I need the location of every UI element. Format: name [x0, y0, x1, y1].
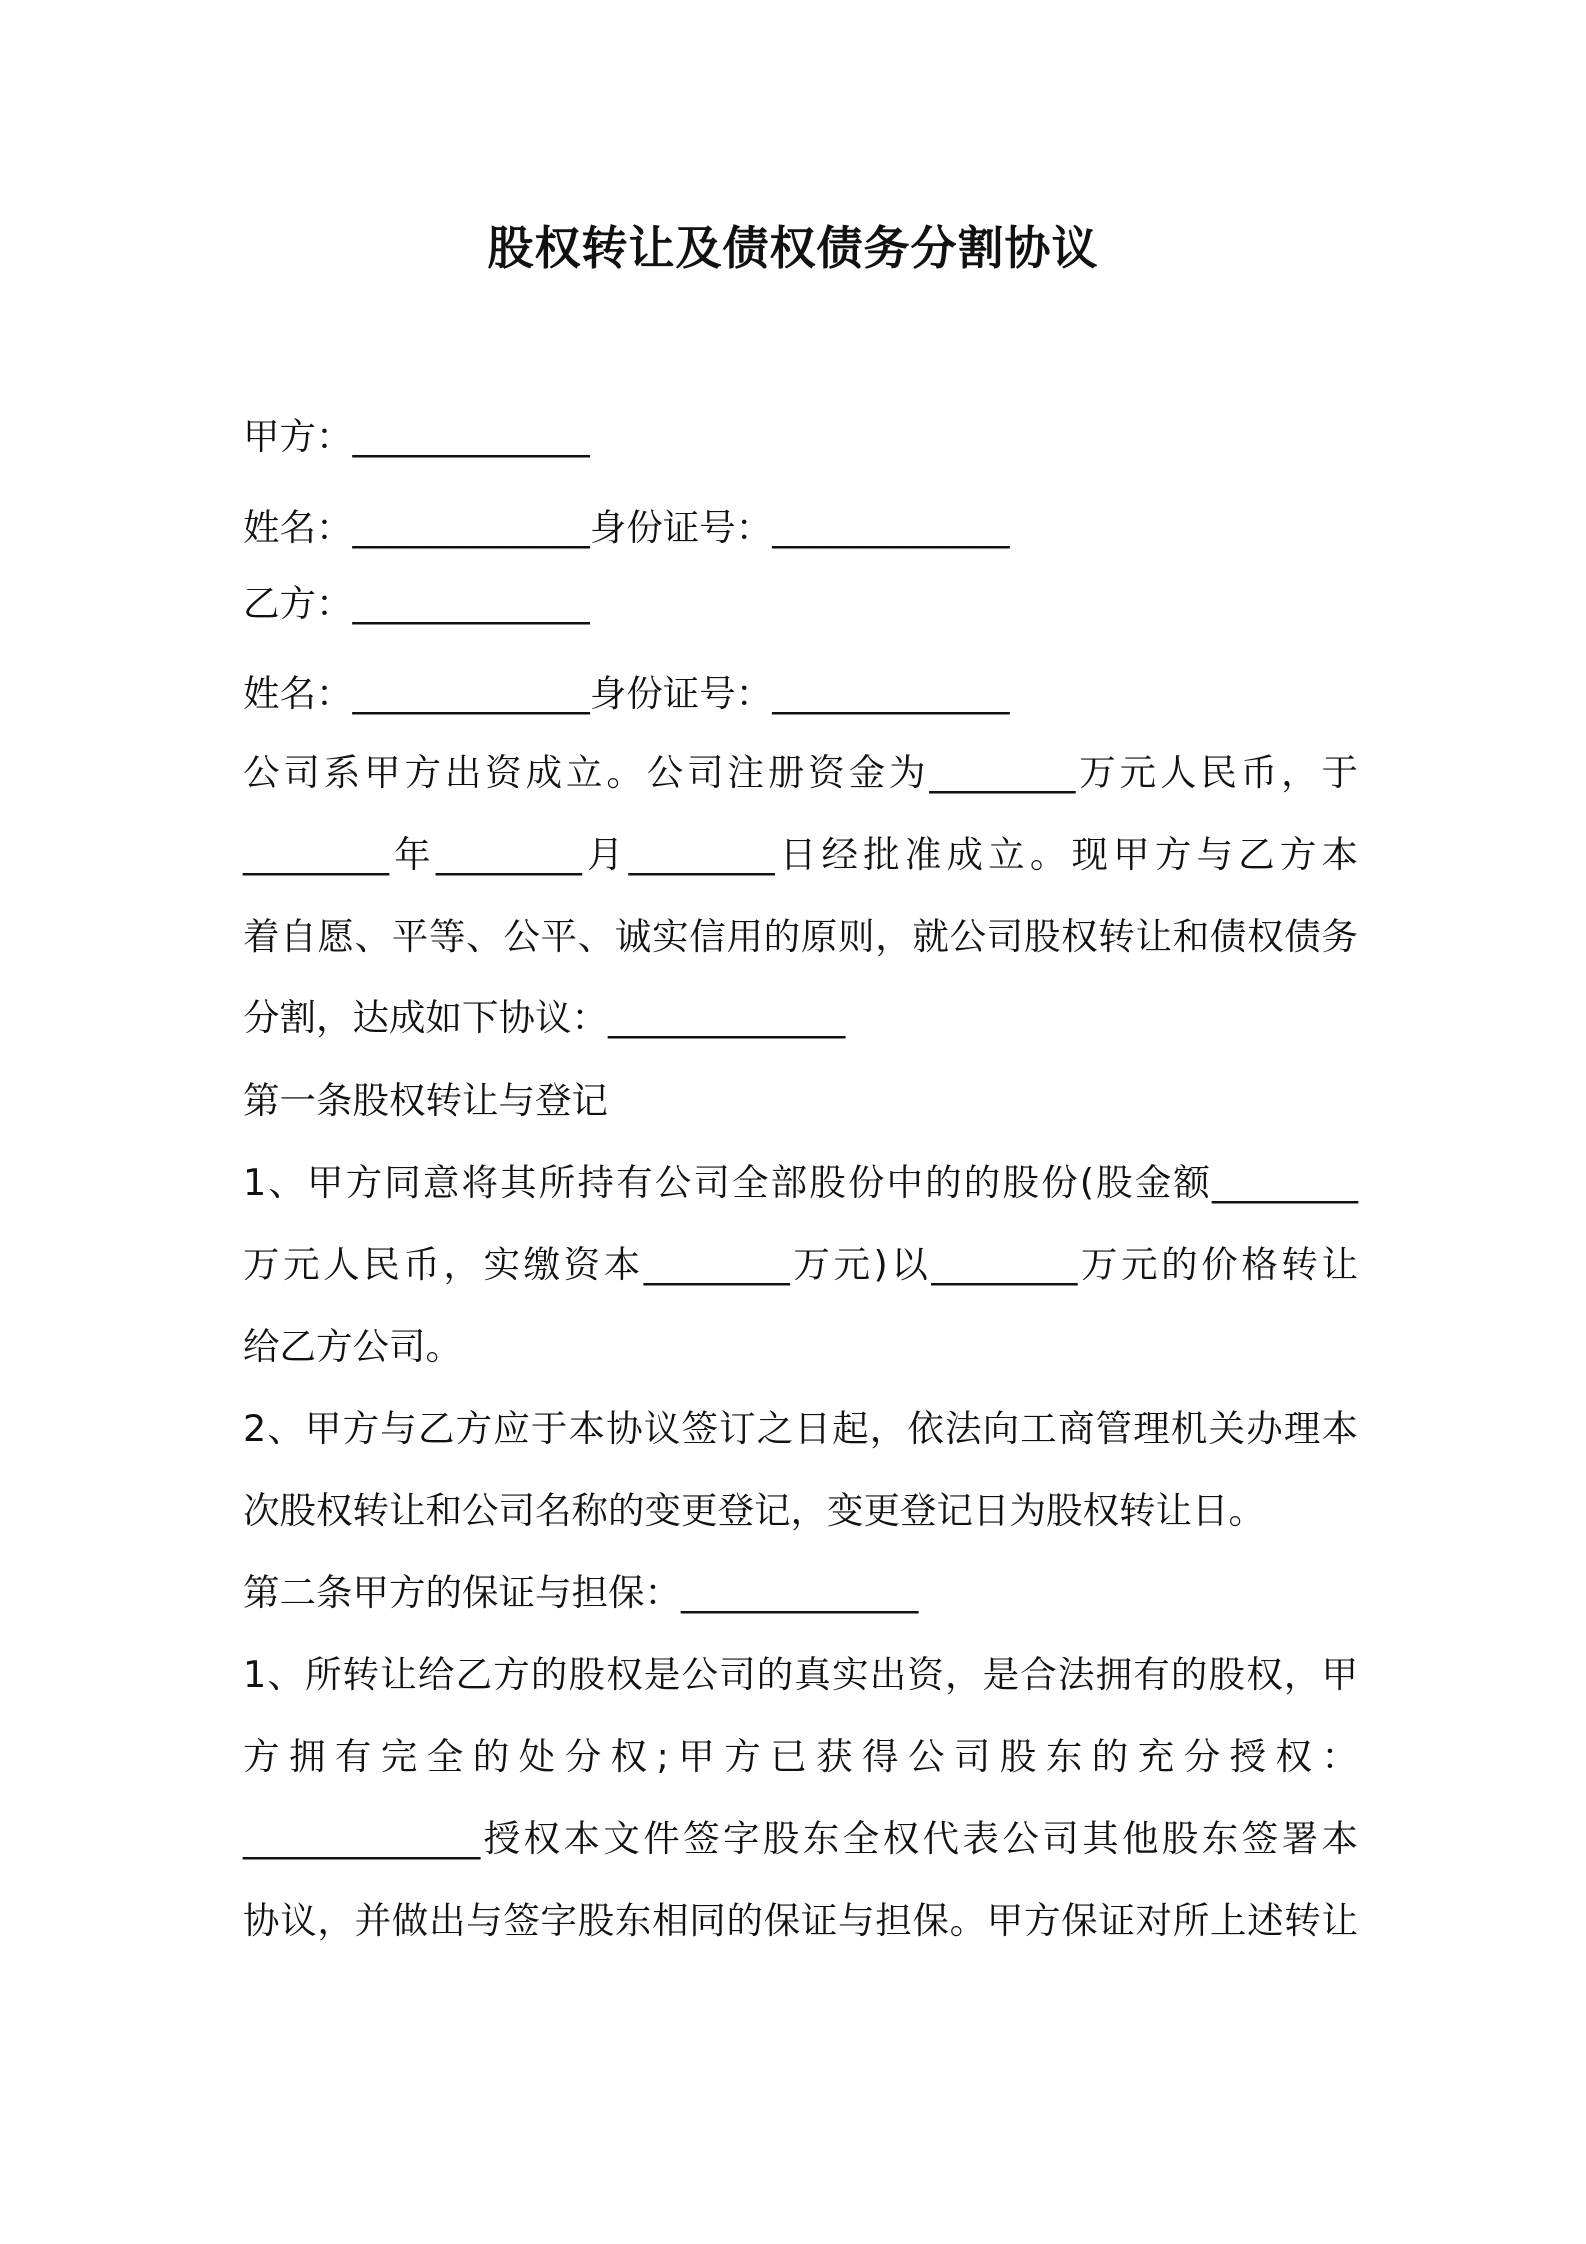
paragraph-line: 分割，达成如下协议：_____________ [243, 996, 846, 1039]
paragraph-line: 2、甲方与乙方应于本协议签订之日起，依法向工商管理机关办理本 [243, 1407, 1358, 1450]
paragraph-line: ________年________月________日经批准成立。现甲方与乙方本 [243, 833, 1358, 876]
section-heading-2: 第二条甲方的保证与担保：_____________ [243, 1571, 919, 1614]
party-b-name-id-line: 姓名：_____________身份证号：_____________ [243, 672, 1010, 715]
paragraph-line: 着自愿、平等、公平、诚实信用的原则，就公司股权转让和债权债务 [243, 915, 1358, 958]
paragraph-line: 协议，并做出与签字股东相同的保证与担保。甲方保证对所上述转让 [243, 1899, 1358, 1942]
paragraph-line: 1、甲方同意将其所持有公司全部股份中的的股份(股金额________ [243, 1161, 1358, 1204]
paragraph-line: 给乙方公司。 [243, 1325, 462, 1368]
paragraph-line: 1、所转让给乙方的股权是公司的真实出资，是合法拥有的股权，甲 [243, 1653, 1358, 1696]
paragraph-line: 方拥有完全的处分权;甲方已获得公司股东的充分授权： [243, 1735, 1358, 1778]
party-b-line: 乙方：_____________ [243, 582, 590, 625]
party-a-line: 甲方：_____________ [243, 415, 590, 458]
document-title: 股权转让及债权债务分割协议 [487, 221, 1099, 275]
section-heading-1: 第一条股权转让与登记 [243, 1079, 608, 1122]
paragraph-line: _____________授权本文件签字股东全权代表公司其他股东签署本 [243, 1817, 1358, 1860]
paragraph-line: 次股权转让和公司名称的变更登记，变更登记日为股权转让日。 [243, 1489, 1265, 1532]
paragraph-line: 公司系甲方出资成立。公司注册资金为________万元人民币，于 [243, 751, 1358, 794]
party-a-name-id-line: 姓名：_____________身份证号：_____________ [243, 506, 1010, 549]
paragraph-line: 万元人民币，实缴资本________万元)以________万元的价格转让 [243, 1243, 1358, 1286]
